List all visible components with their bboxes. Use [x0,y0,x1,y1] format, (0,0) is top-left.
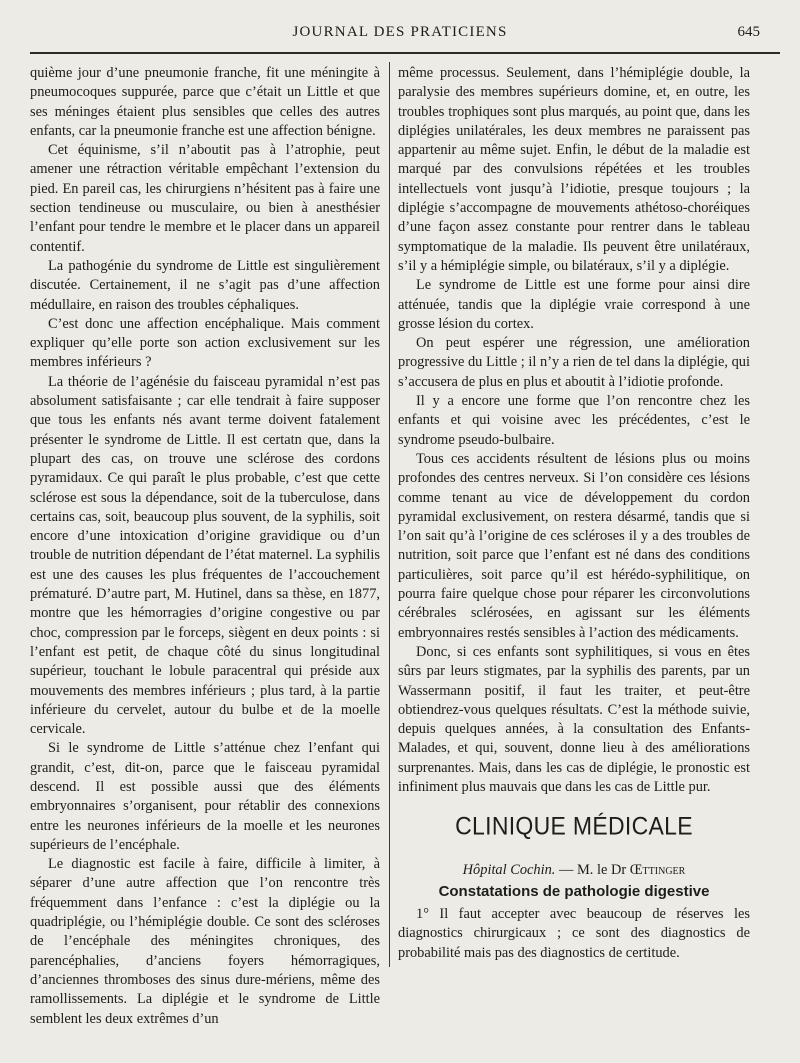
paragraph: quième jour d’une pneumonie franche, fit une méningite à pneumocoques suppurée, parce que c’était un Little et que ses méninges étaient plus sensibles que celles des autres enfants, car la pneumonie franche est une affection bénigne. [30,65,380,139]
paragraph: 1° Il faut accepter avec beaucoup de réserves les diagnostics chirurgicaux ; ce sont des diagnostics de probabilité mais pas des diagnostics de certitude. [398,906,750,961]
paragraph: Cet équinisme, s’il n’aboutit pas à l’atrophie, peut amener une rétraction véritable empêchant l’extension du pied. En pareil cas, les chirurgiens n’hésitent pas à faire une section tendineuse ou musculaire, ou bien à anesthésier l’enfant pour tendre le membre et le placer dans un appareil contentif. [30,142,380,255]
paragraph: Le diagnostic est facile à faire, difficile à limiter, à séparer d’une autre affection que l’on rencontre très fréquemment dans l’enfance : c’est la diplégie ou la quadriplégie, ou l’hémiplégie double. Ce sont des scléroses de l’encéphale des méningites chroniques, des parencéphalies, d’anciens foyers hémorragiques, d’anciennes thromboses des sinus dure-mériens, même des ramollissements. La diplégie et le syndrome de Little semblent les deux extrêmes d’un [30,856,380,1027]
paragraph: La pathogénie du syndrome de Little est singulièrement discutée. Certainement, il ne s’agit pas d’une affection médullaire, en raison des troubles céphaliques. [30,257,380,313]
paragraph: Si le syndrome de Little s’atténue chez l’enfant qui grandit, c’est, dit-on, parce que le faisceau pyramidal descend. Il est possible aussi que des éléments embryonnaires s’organisent, pour rétablir des connexions entre les neurones inférieurs de la moelle et les neurones supérieurs de l’encéphale. [30,740,380,853]
paragraph: Le syndrome de Little est une forme pour ainsi dire atténuée, tandis que la diplégie vraie correspond à une grosse lésion du cortex. [398,277,750,332]
right-column [398,64,750,963]
header-rule [30,52,780,54]
article-subtitle: Constatations de pathologie digestive [438,882,710,900]
journal-title: JOURNAL DES PRATICIENS [292,24,508,40]
section-heading: CLINIQUE MÉDICALE [455,812,693,841]
paragraph: On peut espérer une régression, une amélioration progressive du Little ; il n’y a rien de tel dans la diplégie, qui s’accusera de plus en plus et aboutit à l’idiotie profonde. [398,335,750,390]
paragraph: Tous ces accidents résultent de lésions plus ou moins profondes des centres nerveux. Si l’on considère ces lésions comme tenant au vice de développement du cordon pyramidal exclusivement, on restera désarmé, tandis que si l’on sait qu’à l’origine de ces scléroses il y a des troubles de nutrition, soit parce que l’enfant est né dans des conditions particulières, soit parce qu’il est hérédo-syphilitique, on pourra faire quelque chose pour réparer les circonvolutions cérébrales sclérosées, en agissant sur les éléments embryonnaires restés sensibles à l’action des médicaments. [398,450,750,641]
paragraph: La théorie de l’agénésie du faisceau pyramidal n’est pas absolument satisfaisante ; car elle tendrait à faire supposer que tous les enfants nés avant terme doivent fatalement présenter le syndrome de Little. Il est certatn que, dans la plupart des cas, on trouve une sclérose des cordons pyramidaux. Ce qui paraît le plus probable, c’est que cette sclérose est sous la dépendance, soit de la tuberculose, dans certains cas, soit, beaucoup plus souvent, de la syphilis, soit encore d’une intoxication d’origine gravidique ou d’un trouble de nutrition dépendant de l’état maternel. La syphilis est une des causes les plus fréquentes de l’accouchement prématuré. D’autre part, M. Hutinel, dans sa thèse, en 1877, montre que les hémorragies d’origine congestive ou par choc, compression par le forceps, siègent en deux points : si l’enfant est petit, de chaque côté du sinus longitudinal supérieur, touchant le lobule paracentral qui préside aux mouvements des membres inférieurs ; plus tard, à la partie inférieure du cervelet, autour du bulbe et de la moelle cervicale. [30,373,380,738]
author-prefix: — M. le Dr [555,861,630,878]
running-header [30,20,770,44]
left-column [30,64,380,1029]
page-number: 645 [737,24,760,40]
paragraph: Il y a encore une forme que l’on rencontre chez les enfants et qui voisine avec les précédentes, c’est le syndrome pseudo-bulbaire. [398,393,750,448]
paragraph: même processus. Seulement, dans l’hémiplégie double, la paralysie des membres supérieurs domine, et, en outre, les troubles trophiques sont plus marqués, au point que, dans les diplégies unilatérales, les deux membres ne paraissent pas appartenir au même sujet. Enfin, le début de la maladie est marqué par des convulsions répétées et les troubles intellectuels vont jusqu’à l’idiotie, presque toujours ; la diplégie s’accompagne de mouvements athétoso-choréiques d’une façon assez constante pour rentrer dans le tableau symptomatique de la maladie. Ils peuvent être unilatéraux, s’il y a hémiplégie simple, ou bilatéraux, s’il y a diplégie. [398,65,750,274]
author-name: Œttinger [629,861,686,878]
paragraph: C’est donc une affection encéphalique. Mais comment expliquer qu’elle porte son action exclusivement sur les membres inférieurs ? [30,315,380,371]
column-divider [389,62,390,967]
hospital-line [398,861,750,880]
paragraph: Donc, si ces enfants sont syphilitiques, si vous en êtes sûrs par leurs stigmates, par la syphilis des parents, par un Wassermann positif, il faut les traiter, et peut-être obtiendrez-vous quelques résultats. C’est la méthode suivie, depuis quelques années, à la consultation des Enfants-Malades, et qui, souvent, donne lieu à des améliorations surprenantes. Mais, dans les cas de diplégie, le pronostic est infiniment plus mauvais que dans les cas de Little pur. [398,643,750,795]
hospital-name: Hôpital Cochin. [462,861,556,878]
